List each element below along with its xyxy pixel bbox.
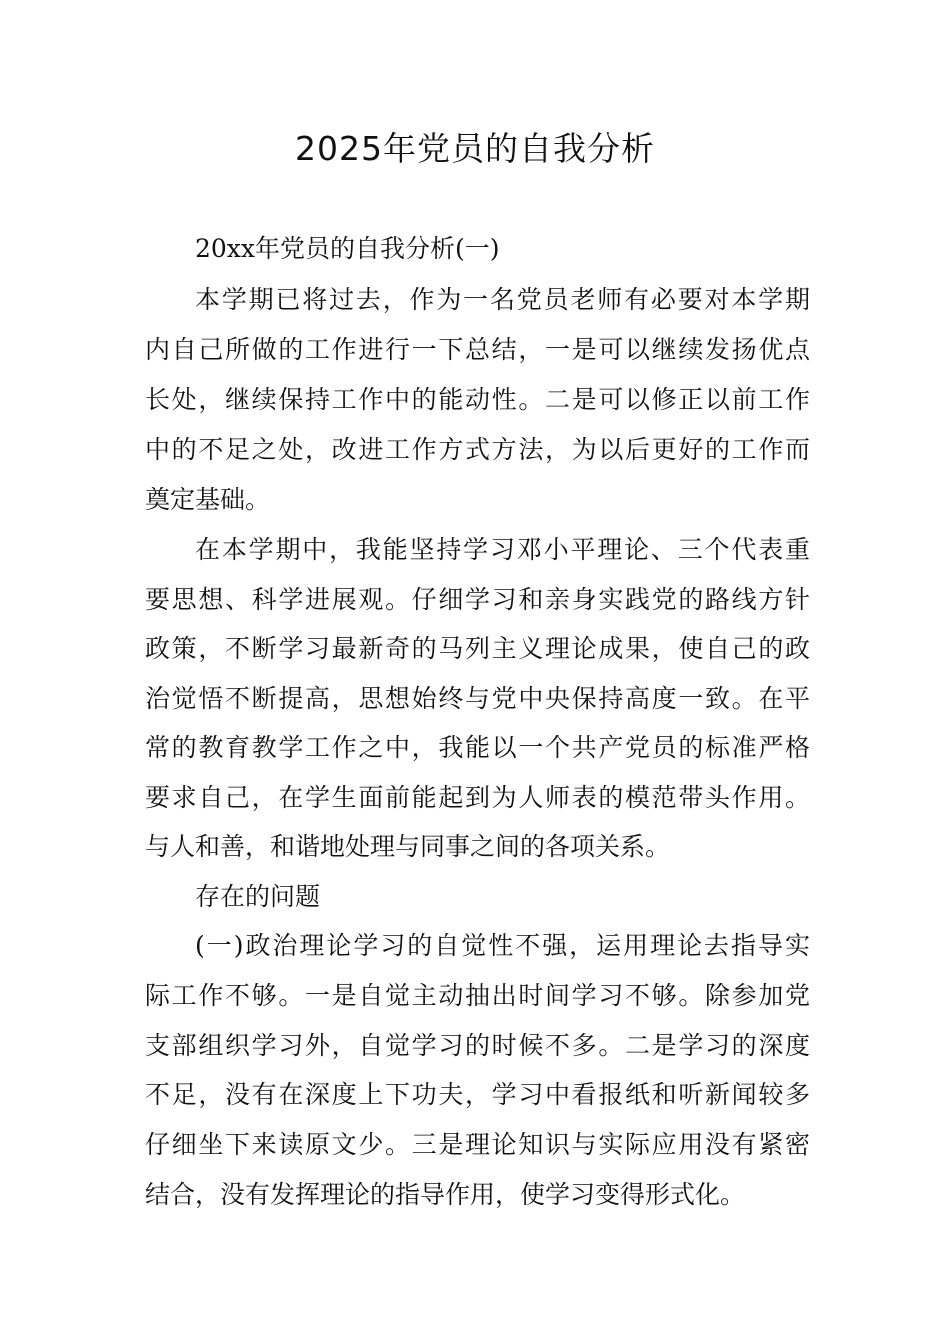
section-heading: 20xx年党员的自我分析(一) (195, 234, 500, 263)
paragraph-line: 要求自己，在学生面前能起到为人师表的模范带头作用。 (145, 783, 810, 812)
paragraph-line: 支部组织学习外，自觉学习的时候不多。二是学习的深度 (145, 1031, 810, 1060)
paragraph-line: 治觉悟不断提高，思想始终与党中央保持高度一致。在平 (145, 684, 810, 713)
paragraph-line: 中的不足之处，改进工作方式方法，为以后更好的工作而 (145, 435, 810, 464)
paragraph-line: 结合，没有发挥理论的指导作用，使学习变得形式化。 (145, 1180, 746, 1209)
paragraph-line: 际工作不够。一是自觉主动抽出时间学习不够。除参加党 (145, 981, 810, 1010)
paragraph-line: 政策，不断学习最新奇的马列主义理论成果，使自己的政 (145, 634, 810, 663)
paragraph-line: (一)政治理论学习的自觉性不强，运用理论去指导实 (195, 931, 810, 960)
paragraph-line: 与人和善，和谐地处理与同事之间的各项关系。 (145, 832, 671, 861)
paragraph-line: 长处，继续保持工作中的能动性。二是可以修正以前工作 (145, 385, 810, 414)
paragraph-line: 常的教育教学工作之中，我能以一个共产党员的标准严格 (145, 733, 810, 762)
paragraph-line: 仔细坐下来读原文少。三是理论知识与实际应用没有紧密 (145, 1130, 810, 1159)
document-title: 2025年党员的自我分析 (295, 129, 655, 168)
section-heading: 存在的问题 (195, 882, 321, 911)
paragraph-line: 本学期已将过去，作为一名党员老师有必要对本学期 (195, 285, 810, 314)
paragraph-line: 内自己所做的工作进行一下总结，一是可以继续发扬优点 (145, 335, 810, 364)
paragraph-line: 在本学期中，我能坚持学习邓小平理论、三个代表重 (195, 535, 810, 564)
paragraph-line: 要思想、科学进展观。仔细学习和亲身实践党的路线方针 (145, 585, 810, 614)
paragraph-line: 奠定基础。 (145, 485, 271, 514)
paragraph-line: 不足，没有在深度上下功夫，学习中看报纸和听新闻较多 (145, 1080, 810, 1109)
